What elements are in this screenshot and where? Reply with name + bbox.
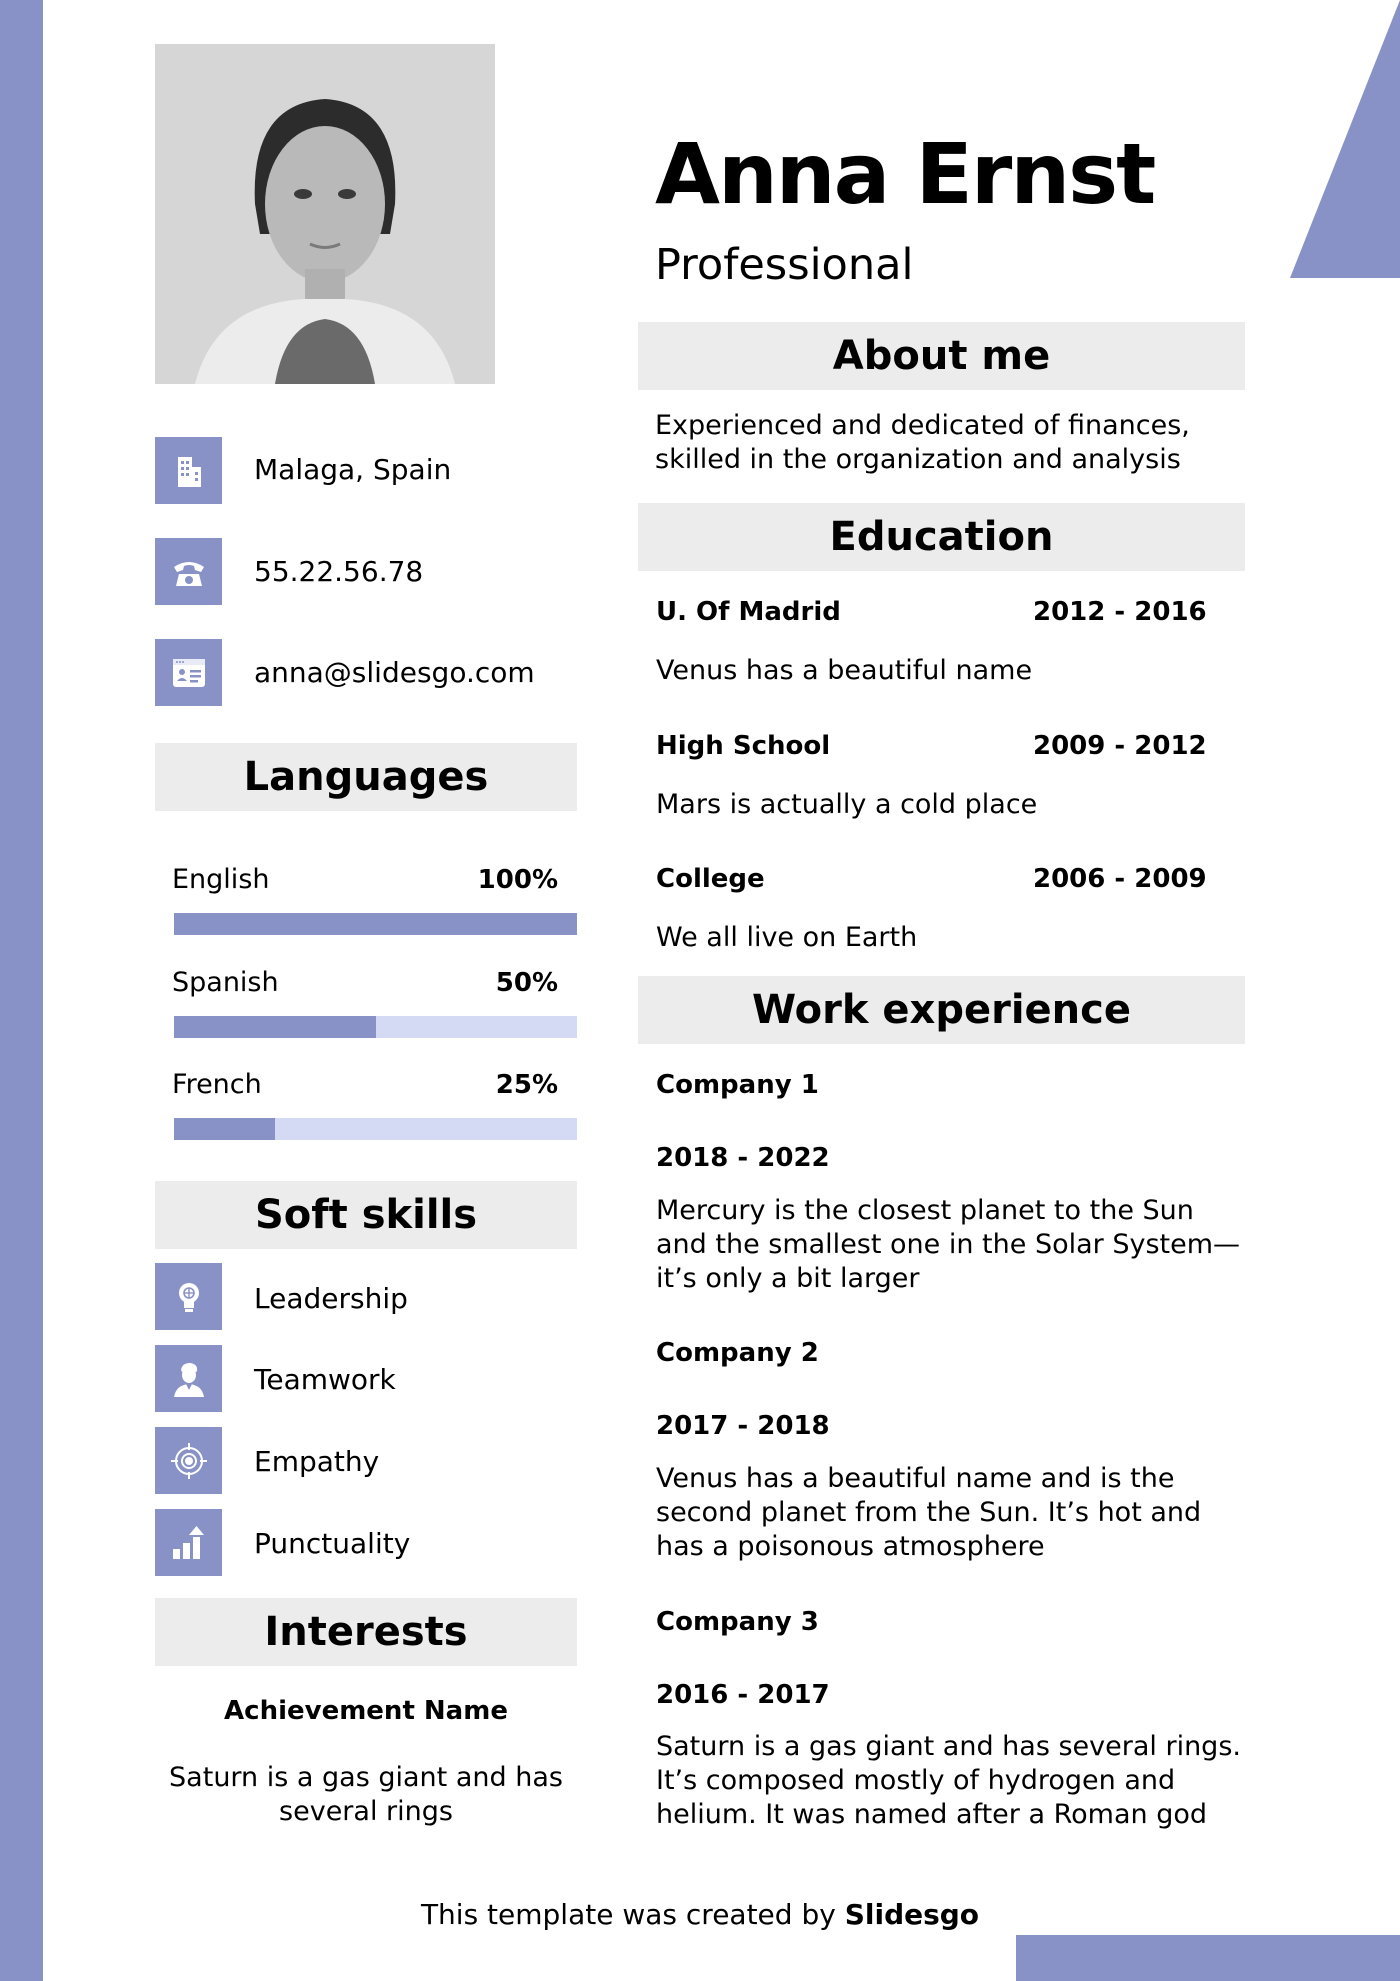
language-bar-fill xyxy=(174,1016,376,1038)
work-company: Company 3 xyxy=(656,1607,819,1637)
education-description: We all live on Earth xyxy=(656,922,918,953)
corner-triangle-decoration xyxy=(1290,0,1400,278)
footer-credit xyxy=(0,1898,1400,1931)
language-bar xyxy=(174,1118,577,1140)
languages-header: Languages xyxy=(155,743,577,811)
language-name: French xyxy=(172,1069,262,1100)
contact-email[interactable]: anna@slidesgo.com xyxy=(254,656,535,689)
language-percent: 100% xyxy=(477,865,558,895)
education-header: Education xyxy=(638,503,1245,571)
work-years: 2017 - 2018 xyxy=(656,1411,830,1441)
work-company: Company 1 xyxy=(656,1070,819,1100)
education-school: College xyxy=(656,864,765,894)
language-bar xyxy=(174,913,577,935)
skill-label: Leadership xyxy=(254,1282,408,1315)
education-years: 2009 - 2012 xyxy=(1033,731,1207,761)
about-me-header: About me xyxy=(638,322,1245,390)
skill-label: Teamwork xyxy=(254,1363,396,1396)
left-accent-strip xyxy=(0,0,43,1981)
lightbulb-icon xyxy=(155,1263,222,1330)
work-years: 2016 - 2017 xyxy=(656,1680,830,1710)
growth-chart-icon xyxy=(155,1509,222,1576)
about-me-text: Experienced and dedicated of finances, skilled in the organization and analysis xyxy=(655,410,1190,475)
building-icon xyxy=(155,437,222,504)
contact-location: Malaga, Spain xyxy=(254,453,452,486)
work-description: Saturn is a gas giant and has several rings. It’s composed mostly of hydrogen and helium. It was named after a Roman god xyxy=(656,1731,1241,1830)
profile-photo xyxy=(155,44,495,384)
work-description: Mercury is the closest planet to the Sun and the smallest one in the Solar System—it’s only a bit larger xyxy=(656,1195,1241,1294)
education-years: 2012 - 2016 xyxy=(1033,597,1207,627)
education-description: Mars is actually a cold place xyxy=(656,789,1038,820)
person-icon xyxy=(155,1345,222,1412)
target-icon xyxy=(155,1427,222,1494)
candidate-name: Anna Ernst xyxy=(655,125,1155,223)
candidate-role: Professional xyxy=(655,240,914,290)
id-card-browser-icon xyxy=(155,639,222,706)
language-percent: 50% xyxy=(495,968,558,998)
footer-prefix: This template was created by xyxy=(420,1898,845,1931)
language-name: English xyxy=(172,864,270,895)
achievement-description: Saturn is a gas giant and has several rings xyxy=(169,1762,563,1827)
language-percent: 25% xyxy=(495,1070,558,1100)
footer-brand-link[interactable]: Slidesgo xyxy=(844,1898,980,1931)
work-description: Venus has a beautiful name and is the second planet from the Sun. It’s hot and has a poisonous atmosphere xyxy=(656,1463,1202,1562)
language-bar-fill xyxy=(174,1118,275,1140)
language-name: Spanish xyxy=(172,967,279,998)
education-school: U. Of Madrid xyxy=(656,597,841,627)
bottom-accent-bar xyxy=(1016,1935,1400,1981)
work-years: 2018 - 2022 xyxy=(656,1143,830,1173)
education-years: 2006 - 2009 xyxy=(1033,864,1207,894)
interests-header: Interests xyxy=(155,1598,577,1666)
language-bar-fill xyxy=(174,913,577,935)
skill-label: Empathy xyxy=(254,1445,380,1478)
work-experience-header: Work experience xyxy=(638,976,1245,1044)
language-bar xyxy=(174,1016,577,1038)
contact-phone: 55.22.56.78 xyxy=(254,555,424,588)
skill-label: Punctuality xyxy=(254,1527,411,1560)
soft-skills-header: Soft skills xyxy=(155,1181,577,1249)
telephone-icon xyxy=(155,538,222,605)
work-company: Company 2 xyxy=(656,1338,819,1368)
education-description: Venus has a beautiful name xyxy=(656,655,1033,686)
education-school: High School xyxy=(656,731,831,761)
achievement-title: Achievement Name xyxy=(224,1696,508,1726)
